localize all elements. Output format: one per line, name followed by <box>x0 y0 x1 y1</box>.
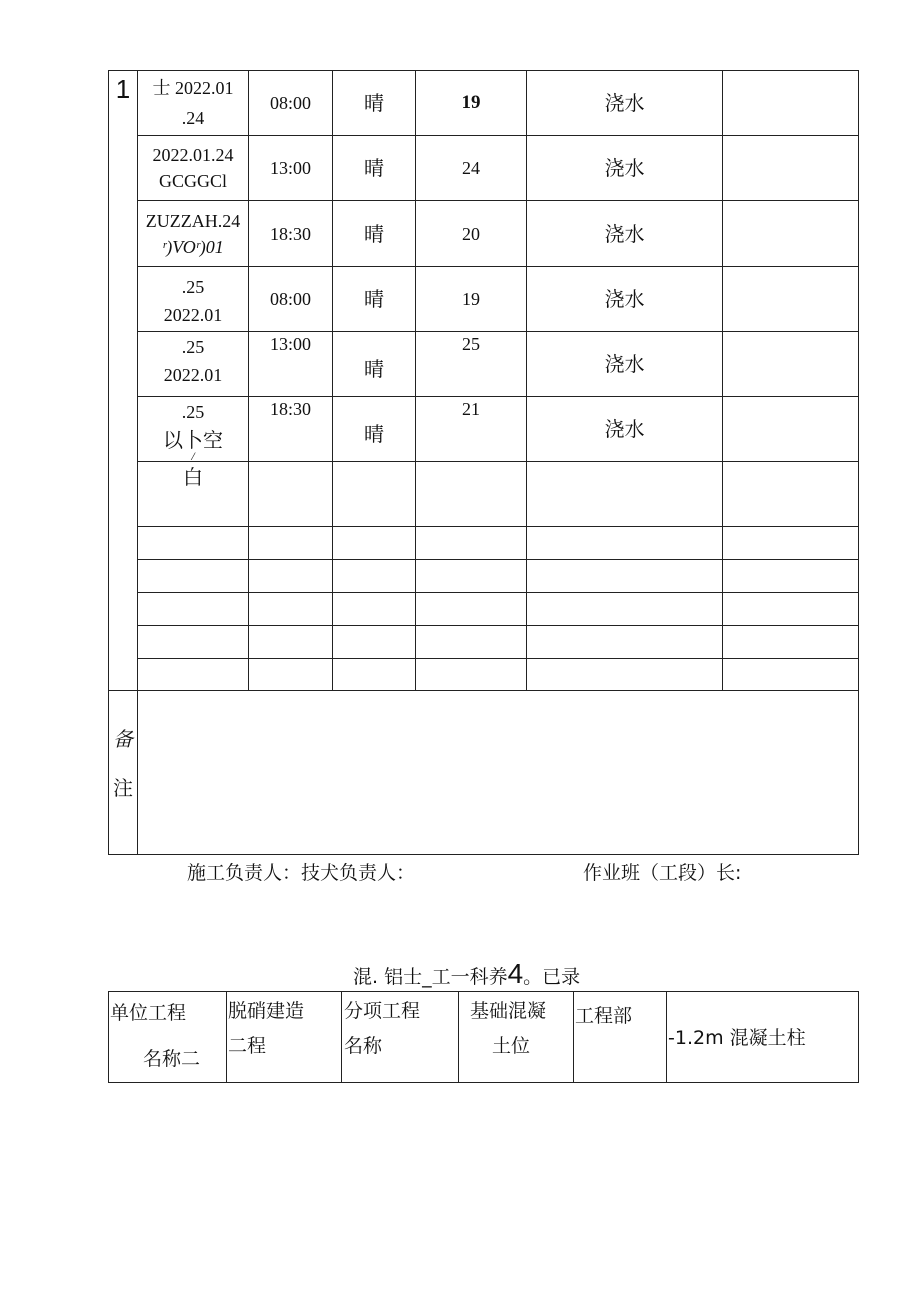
date-cell: ʳ)VOʳ)01 <box>162 236 224 257</box>
date-cell: 2022.01 <box>163 305 223 325</box>
table-row <box>138 267 248 331</box>
date-cell: 士 2022.01 <box>152 78 234 98</box>
method-cell: 浇水 <box>604 156 645 180</box>
time-cell: 18:30 <box>269 223 311 244</box>
temperature-cell: 24 <box>462 158 480 178</box>
temperature-cell: 25 <box>462 334 480 354</box>
part-label: 工程部 <box>575 1005 633 1027</box>
form-title-number: 4 <box>507 958 524 989</box>
time-cell: 13:00 <box>269 334 311 354</box>
date-cell: .25 <box>181 277 205 297</box>
subitem-label: 名称 <box>344 1035 383 1057</box>
subitem-value: 土位 <box>492 1035 531 1057</box>
date-cell: 以卜空 <box>163 428 223 452</box>
unit-value: 二程 <box>228 1035 267 1057</box>
remarks-field <box>138 691 858 854</box>
form-title-part: 。已录 <box>523 966 581 988</box>
table-row <box>138 201 248 266</box>
part-value: -1.2m 混凝土柱 <box>668 1027 806 1049</box>
method-cell: 浇水 <box>604 91 645 115</box>
temperature-cell: 21 <box>462 399 480 419</box>
weather-cell: 晴 <box>364 357 384 381</box>
unit-label: 名称二 <box>143 1048 201 1070</box>
weather-cell: 晴 <box>364 91 384 115</box>
table-row <box>138 71 248 135</box>
date-cell: ZUZZAH.24 <box>145 210 241 231</box>
time-cell: 13:00 <box>269 158 311 178</box>
table-row <box>138 136 248 200</box>
date-cell: .25 <box>181 337 205 357</box>
subitem-value: 基础混凝 <box>470 1000 547 1022</box>
row-index: 1 <box>115 74 131 104</box>
weather-cell: 晴 <box>364 422 384 446</box>
method-cell: 浇水 <box>604 221 645 246</box>
temperature-cell: 19 <box>462 289 480 309</box>
method-cell: 浇水 <box>604 352 645 376</box>
date-cell: 2022.01 <box>163 365 223 385</box>
time-cell: 08:00 <box>269 289 311 309</box>
date-cell: .25 <box>181 402 205 422</box>
time-cell: 18:30 <box>269 399 311 419</box>
technical-lead-label: 技犬负责人： <box>301 862 416 884</box>
temperature-cell: 19 <box>461 92 481 113</box>
remarks-label: 注 <box>113 776 133 800</box>
blank-text: 白 <box>183 465 203 489</box>
method-cell: 浇水 <box>604 287 645 311</box>
weather-cell: 晴 <box>364 156 384 180</box>
form-title-part: 混. 铝士_工一科养 <box>353 966 508 988</box>
table-row <box>138 332 248 396</box>
time-cell: 08:00 <box>269 93 311 113</box>
temperature-cell: 20 <box>462 223 480 244</box>
date-cell: .24 <box>181 108 205 128</box>
construction-lead-label: 施工负责人： <box>187 862 302 884</box>
date-cell: 2022.01.24 <box>152 145 234 165</box>
subitem-label: 分项工程 <box>344 1000 421 1022</box>
blank-mark: / <box>191 449 195 463</box>
method-cell: 浇水 <box>604 417 645 441</box>
unit-label: 单位工程 <box>110 1002 187 1024</box>
weather-cell: 晴 <box>364 287 384 311</box>
remarks-label: 备 <box>113 727 133 751</box>
weather-cell: 晴 <box>364 221 384 246</box>
signature-line <box>187 858 415 885</box>
date-cell: GCGGCl <box>158 171 227 191</box>
team-leader-label: 作业班（工段）长: <box>583 862 742 884</box>
form-title <box>353 958 580 990</box>
unit-value: 脱硝建造 <box>228 1000 305 1022</box>
